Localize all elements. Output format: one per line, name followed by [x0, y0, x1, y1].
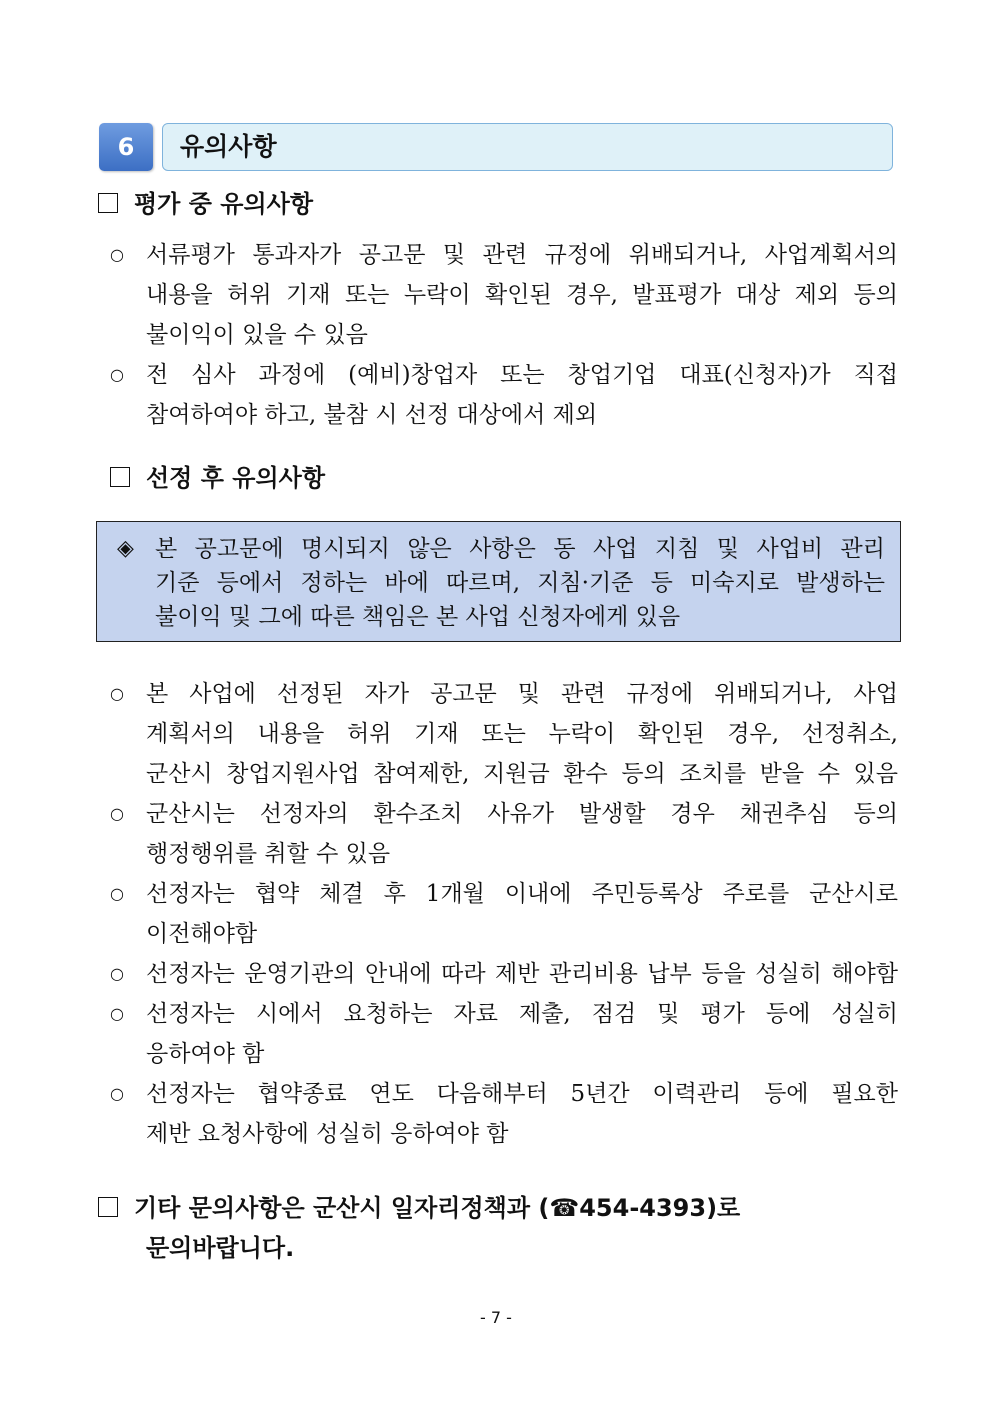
checkbox-square-icon	[98, 1197, 118, 1217]
post-notes-heading-text: 선정 후 유의사항	[146, 464, 325, 492]
item-text-line: 선정자는 협약 체결 후 1개월 이내에 주민등록상 주로를 군산시로	[146, 881, 898, 907]
item-text-line: 이전해야함	[146, 921, 258, 947]
notice-box	[96, 521, 901, 642]
circle-bullet-icon: ○	[110, 684, 124, 703]
section-number-badge: 6	[99, 123, 153, 171]
section-title-bar	[162, 123, 893, 171]
item-text-line: 전 심사 과정에 (예비)창업자 또는 창업기업 대표(신청자)가 직접	[146, 362, 898, 388]
section-title: 유의사항	[180, 132, 277, 161]
eval-notes-heading-text: 평가 중 유의사항	[134, 190, 313, 218]
item-text-line: 선정자는 협약종료 연도 다음해부터 5년간 이력관리 등에 필요한	[146, 1081, 898, 1107]
circle-bullet-icon: ○	[110, 964, 124, 983]
item-text-line: 군산시는 선정자의 환수조치 사유가 발생할 경우 채권추심 등의	[146, 801, 898, 827]
contact-note-line1: 기타 문의사항은 군산시 일자리정책과 (☎454-4393)로	[134, 1194, 741, 1222]
circle-bullet-icon: ○	[110, 804, 124, 823]
contact-note-line2: 문의바랍니다.	[146, 1234, 295, 1262]
circle-bullet-icon: ○	[110, 245, 124, 264]
page-number: - 7 -	[480, 1308, 512, 1327]
section-header	[99, 123, 893, 171]
notice-text-line: 기준 등에서 정하는 바에 따르며, 지침·기준 등 미숙지로 발생하는	[155, 570, 885, 596]
item-text-line: 본 사업에 선정된 자가 공고문 및 관련 규정에 위배되거나, 사업	[146, 681, 898, 707]
item-text-line: 내용을 허위 기재 또는 누락이 확인된 경우, 발표평가 대상 제외 등의	[146, 282, 898, 308]
notice-text-line: 본 공고문에 명시되지 않은 사항은 동 사업 지침 및 사업비 관리	[155, 536, 885, 562]
circle-bullet-icon: ○	[110, 1004, 124, 1023]
circle-bullet-icon: ○	[110, 884, 124, 903]
item-text-line: 응하여야 함	[146, 1041, 265, 1067]
item-text-line: 계획서의 내용을 허위 기재 또는 누락이 확인된 경우, 선정취소,	[146, 721, 898, 747]
item-text-line: 군산시 창업지원사업 참여제한, 지원금 환수 등의 조치를 받을 수 있음	[146, 761, 898, 787]
circle-bullet-icon: ○	[110, 365, 124, 384]
item-text-line: 참여하여야 하고, 불참 시 선정 대상에서 제외	[146, 402, 598, 428]
item-text-line: 불이익이 있을 수 있음	[146, 322, 368, 348]
checkbox-square-icon	[98, 193, 118, 213]
checkbox-square-icon	[110, 467, 130, 487]
diamond-bullet-icon: ◈	[117, 536, 134, 561]
item-text-line: 선정자는 시에서 요청하는 자료 제출, 점검 및 평가 등에 성실히	[146, 1001, 898, 1027]
post-notes-heading	[110, 461, 325, 495]
contact-note	[98, 1188, 898, 1268]
circle-bullet-icon: ○	[110, 1084, 124, 1103]
item-text-line: 행정행위를 취할 수 있음	[146, 841, 391, 867]
item-text-line: 제반 요청사항에 성실히 응하여야 함	[146, 1121, 509, 1147]
item-text-line: 서류평가 통과자가 공고문 및 관련 규정에 위배되거나, 사업계획서의	[146, 242, 898, 268]
item-text-line: 선정자는 운영기관의 안내에 따라 제반 관리비용 납부 등을 성실히 해야함	[146, 961, 898, 987]
eval-notes-heading	[98, 187, 313, 221]
notice-text-line: 불이익 및 그에 따른 책임은 본 사업 신청자에게 있음	[155, 604, 681, 630]
